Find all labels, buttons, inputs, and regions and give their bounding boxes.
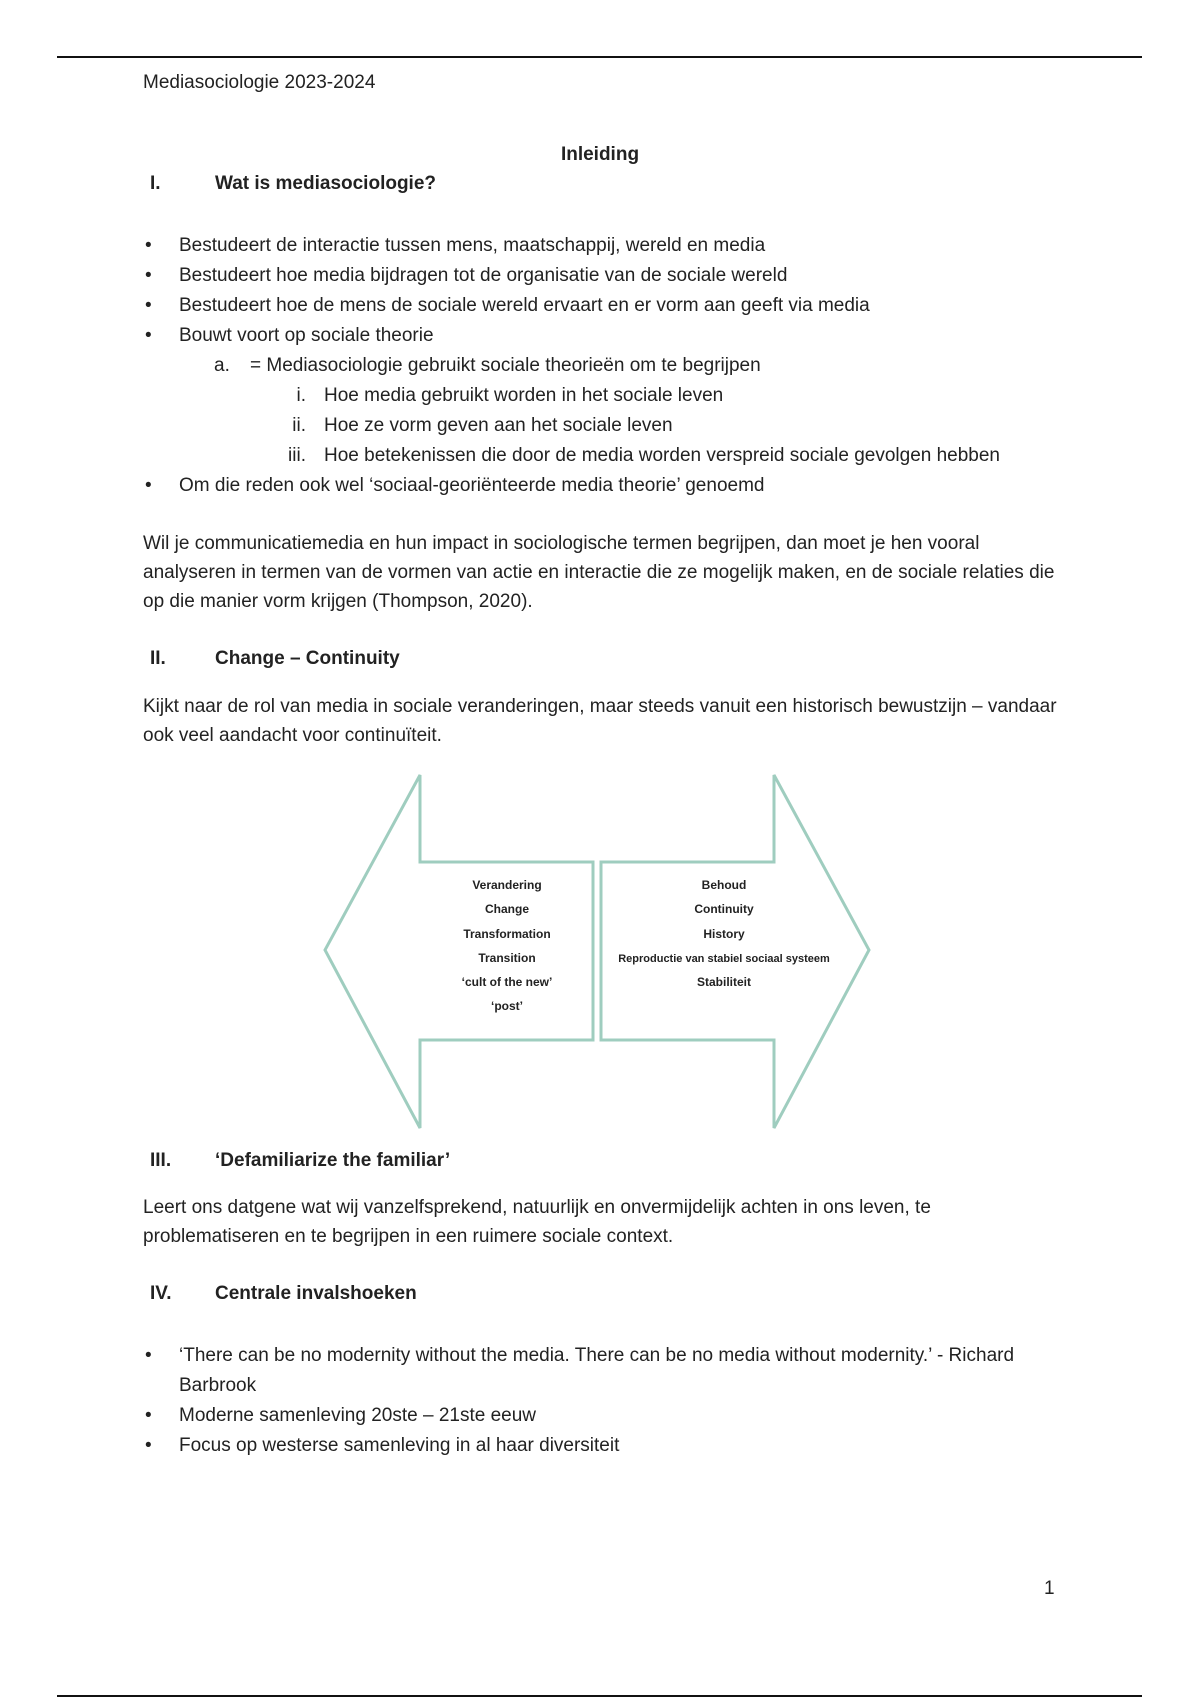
bullet-icon: • <box>145 1345 152 1366</box>
bullet-icon: • <box>145 1405 152 1426</box>
section-number: IV. <box>150 1283 172 1304</box>
left-arrow-shape <box>325 775 593 1128</box>
section-1-bullets <box>143 231 1063 351</box>
section-title: Change – Continuity <box>215 648 400 669</box>
section-3-paragraph: Leert ons datgene wat wij vanzelfsprekend, natuurlijk en onvermijdelijk achten in ons leven, te problematiseren en te begrijpen in een ruimere sociale context. <box>143 1197 931 1247</box>
top-rule <box>57 56 1142 58</box>
sub-item-roman: i. Hoe media gebruikt worden in het sociale leven <box>296 385 724 406</box>
section-2-heading <box>150 648 400 670</box>
list-item: • Focus op westerse samenleving in al haar diversiteit <box>143 1431 1043 1461</box>
change-continuity-diagram <box>318 770 883 1135</box>
bullet-icon: • <box>145 475 152 496</box>
section-1-paragraph: Wil je communicatiemedia en hun impact in sociologische termen begrijpen, dan moet je hen vooral analyseren in termen van de vormen van actie en interactie die ze mogelijk maken, en de sociale relaties die op die manier vorm krijgen (Thompson, 2020). <box>143 533 1055 612</box>
page-number: 1 <box>1044 1578 1055 1599</box>
bullet-icon: • <box>145 265 152 286</box>
left-label: ‘cult of the new’ <box>461 975 553 989</box>
list-item: • Bestudeert hoe media bijdragen tot de organisatie van de sociale wereld <box>143 261 1063 291</box>
section-4-heading <box>150 1283 417 1305</box>
list-item: • Bestudeert hoe de mens de sociale wereld ervaart en er vorm aan geeft via media <box>143 291 1063 321</box>
bullet-icon: • <box>145 325 152 346</box>
bottom-rule <box>57 1695 1142 1697</box>
sub-item-a: a. = Mediasociologie gebruikt sociale theorieën om te begrijpen <box>214 355 761 376</box>
section-title: ‘Defamiliarize the familiar’ <box>215 1150 451 1171</box>
running-header: Mediasociologie 2023-2024 <box>143 72 376 93</box>
left-label: Change <box>484 902 530 916</box>
section-number: III. <box>150 1150 172 1171</box>
list-item: • Om die reden ook wel ‘sociaal-georiënteerde media theorie’ genoemd <box>143 471 1063 501</box>
section-title: Wat is mediasociologie? <box>215 173 437 194</box>
sub-item-roman: iii. Hoe betekenissen die door de media worden verspreid sociale gevolgen hebben <box>288 445 1001 466</box>
list-item: • ‘There can be no modernity without the media. There can be no media without modernity.’ - Richard Barbrook <box>143 1341 1043 1401</box>
bullet-icon: • <box>145 1435 152 1456</box>
list-item: • Moderne samenleving 20ste – 21ste eeuw <box>143 1401 1043 1431</box>
section-title: Centrale invalshoeken <box>215 1283 417 1304</box>
left-label: Transition <box>478 951 536 965</box>
left-label: ‘post’ <box>491 999 523 1013</box>
bullet-icon: • <box>145 235 152 256</box>
right-label: Reproductie van stabiel sociaal systeem <box>618 953 830 965</box>
section-number: I. <box>150 173 161 194</box>
left-label: Verandering <box>472 878 542 892</box>
section-3-heading <box>150 1150 450 1172</box>
section-4-bullets <box>143 1341 1043 1461</box>
right-label: Continuity <box>694 902 754 916</box>
section-1-heading <box>150 173 436 195</box>
bullet-icon: • <box>145 295 152 316</box>
list-item: • Bestudeert de interactie tussen mens, maatschappij, wereld en media <box>143 231 1063 261</box>
left-label: Transformation <box>463 927 551 941</box>
right-label: Stabiliteit <box>696 975 752 989</box>
page-title: Inleiding <box>560 144 640 165</box>
sub-item-roman: ii. Hoe ze vorm geven aan het sociale leven <box>292 415 673 436</box>
section-2-paragraph: Kijkt naar de rol van media in sociale veranderingen, maar steeds vanuit een historisch bewustzijn – vandaar ook veel aandacht voor continuïteit. <box>143 696 1057 746</box>
section-number: II. <box>150 648 166 669</box>
section-1-bullets-end <box>143 471 1063 501</box>
list-item: • Bouwt voort op sociale theorie <box>143 321 1063 351</box>
right-label: History <box>703 927 745 941</box>
right-arrow-shape <box>601 775 869 1128</box>
right-label: Behoud <box>701 878 747 892</box>
